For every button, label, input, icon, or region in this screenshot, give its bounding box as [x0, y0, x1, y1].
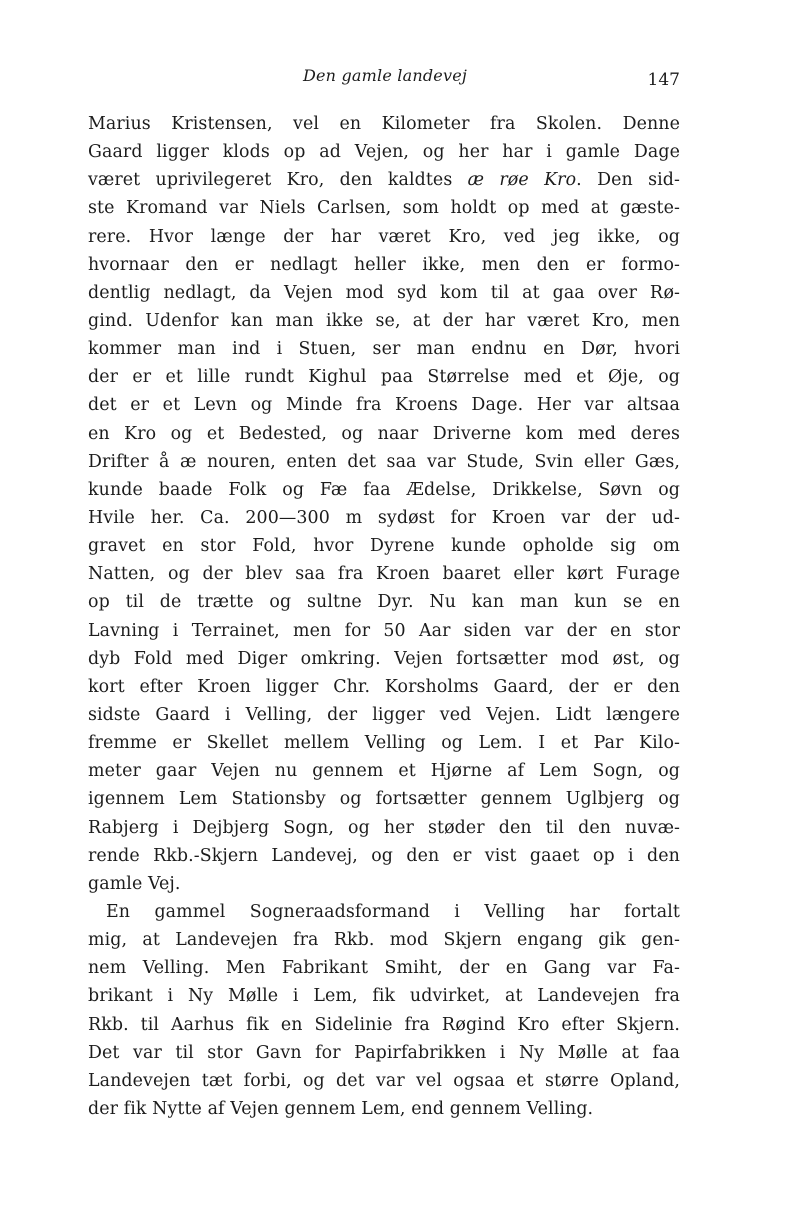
text-line: kommer man ind i Stuen, ser man endnu en Dør, hvori	[88, 339, 680, 360]
inn-name-italic: æ røe Kro	[467, 170, 577, 191]
text-line: sidste Gaard i Velling, der ligger ved Vejen. Lidt længere	[88, 704, 680, 725]
text-line: gind. Udenfor kan man ikke se, at der har været Kro, men	[88, 310, 680, 331]
text-line: der er et lille rundt Kighul paa Størrelse med et Øje, og	[88, 367, 680, 388]
text-line: meter gaar Vejen nu gennem et Hjørne af Lem Sogn, og	[88, 761, 680, 782]
text-line: op til de trætte og sultne Dyr. Nu kan man kun se en	[88, 592, 680, 613]
text-line: Landevejen tæt forbi, og det var vel ogsaa et større Opland,	[88, 1070, 680, 1091]
text-line: rende Rkb.-Skjern Landevej, og den er vist gaaet op i den	[88, 845, 680, 866]
running-head	[90, 62, 680, 92]
text-line: Natten, og der blev saa fra Kroen baaret eller kørt Furage	[88, 564, 680, 585]
text-line: brikant i Ny Mølle i Lem, fik udvirket, at Landevejen fra	[88, 986, 680, 1007]
text-line: en Kro og et Bedested, og naar Driverne kom med deres	[88, 423, 680, 444]
text-line: hvornaar den er nedlagt heller ikke, men den er formo-	[88, 254, 680, 275]
text-line: igennem Lem Stationsby og fortsætter gennem Uglbjerg og	[88, 789, 680, 810]
paragraph-2	[88, 898, 680, 1123]
paragraph-1	[88, 110, 680, 898]
text-line: dyb Fold med Diger omkring. Vejen fortsætter mod øst, og	[88, 648, 680, 669]
text-line: kort efter Kroen ligger Chr. Korsholms Gaard, der er den	[88, 676, 680, 697]
text-line: nem Velling. Men Fabrikant Smiht, der en Gang var Fa-	[88, 958, 680, 979]
text-line: gravet en stor Fold, hvor Dyrene kunde opholde sig om	[88, 536, 680, 557]
text-line: kunde baade Folk og Fæ faa Ædelse, Drikkelse, Søvn og	[88, 479, 680, 500]
text-line: været uprivilegeret Kro, den kaldtes æ røe Kro. Den sid-	[88, 170, 681, 191]
page-number: 147	[647, 70, 680, 90]
running-title: Den gamle landevej	[302, 66, 468, 85]
text-line: Det var til stor Gavn for Papirfabrikken i Ny Mølle at faa	[88, 1042, 680, 1063]
body-text	[88, 110, 680, 1123]
text-line: rere. Hvor længe der har været Kro, ved jeg ikke, og	[88, 226, 680, 247]
text-line: En gammel Sogneraadsformand i Velling har fortalt	[106, 901, 680, 922]
text-line: Drifter å æ nouren, enten det saa var Stude, Svin eller Gæs,	[88, 451, 680, 472]
text-line: Hvile her. Ca. 200—300 m sydøst for Kroen var der ud-	[88, 507, 680, 528]
text-line: Gaard ligger klods op ad Vejen, og her har i gamle Dage	[88, 142, 680, 163]
text-line: der fik Nytte af Vejen gennem Lem, end gennem Velling.	[88, 1098, 594, 1119]
text-line: mig, at Landevejen fra Rkb. mod Skjern engang gik gen-	[88, 930, 680, 951]
text-line: ste Kromand var Niels Carlsen, som holdt op med at gæste-	[88, 198, 680, 219]
text-line: dentlig nedlagt, da Vejen mod syd kom til at gaa over Rø-	[88, 282, 680, 303]
text-line: Rkb. til Aarhus fik en Sidelinie fra Røgind Kro efter Skjern.	[88, 1014, 680, 1035]
text-line: gamle Vej.	[88, 873, 181, 894]
text-line: Lavning i Terrainet, men for 50 Aar siden var der en stor	[88, 620, 680, 641]
text-line: det er et Levn og Minde fra Kroens Dage. Her var altsaa	[88, 395, 680, 416]
text-line: Marius Kristensen, vel en Kilometer fra Skolen. Denne	[88, 114, 680, 134]
text-line: fremme er Skellet mellem Velling og Lem. I et Par Kilo-	[88, 733, 680, 754]
text-line: Rabjerg i Dejbjerg Sogn, og her støder den til den nuvæ-	[88, 817, 680, 838]
